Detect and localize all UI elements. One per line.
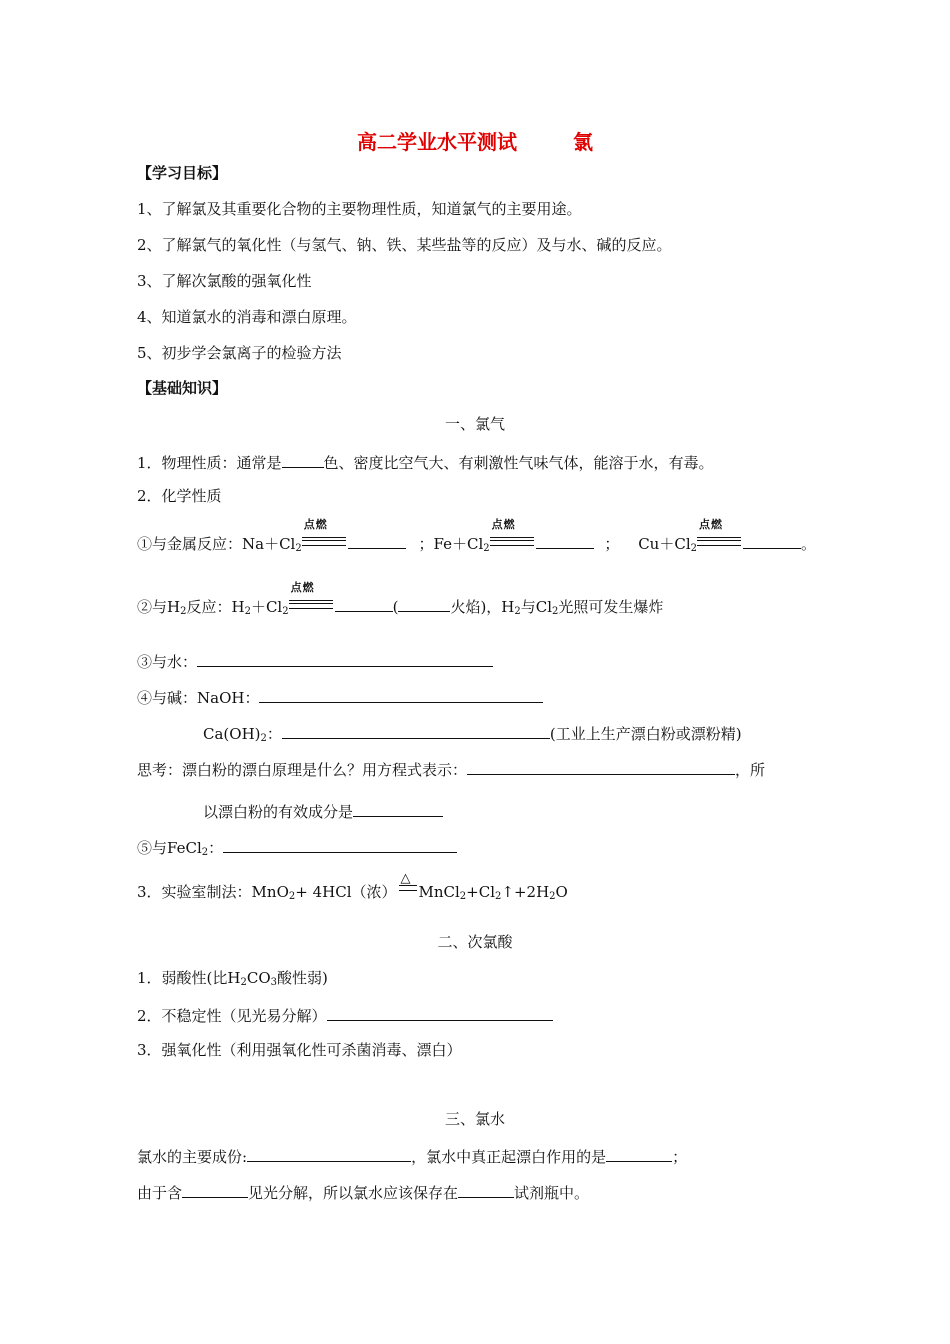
blank-color[interactable]: [282, 451, 324, 468]
chlorine-water-storage: 由于含 见光分解，所以氯水应该保存在 试剂瓶中。: [137, 1181, 589, 1203]
section-chlorine-water-heading: 三、氯水: [444, 1110, 505, 1128]
blank-naoh[interactable]: [259, 686, 543, 703]
objective-1: 1、了解氯及其重要化合物的主要物理性质，知道氯气的主要用途。: [137, 200, 582, 218]
blank-caoh[interactable]: [282, 722, 550, 739]
section-hclo-heading: 二、次氯酸: [437, 933, 513, 951]
heat-condition-icon: △: [397, 877, 419, 897]
blank-components[interactable]: [247, 1145, 411, 1162]
blank-bleach-principle[interactable]: [467, 758, 735, 775]
lab-preparation: 3．实验室制法：MnO$_2$+ 4HCl（浓） △ $MnCl_2+Cl_2↑+2H_2O$: [137, 871, 568, 902]
hydrogen-reaction: ②与$H_2$反应：$H_2+Cl_2$ 点燃 ( 火焰)，$H_2$与$Cl_2$光照可发生爆炸: [137, 581, 664, 617]
base-reaction: ④与碱：NaOH：: [137, 686, 543, 708]
blank-flame[interactable]: [398, 595, 450, 612]
blank-water[interactable]: [197, 650, 493, 667]
ignite-condition: 点燃: [302, 529, 348, 549]
blank-cu[interactable]: [743, 532, 801, 549]
chemical-properties: 2．化学性质: [137, 487, 222, 505]
metal-reactions: ①与金属反应：$Na+Cl_2$ 点燃 ；$Fe+Cl_2$ 点燃 ； $Cu+Cl_2$ 点燃 。: [137, 518, 817, 554]
fecl2-reaction: ⑤与FeCl$_2$：: [137, 836, 457, 863]
blank-unstable-substance[interactable]: [182, 1181, 248, 1198]
physical-properties: 1．物理性质：通常是 色、密度比空气大、有刺激性气味气体，能溶于水，有毒。: [137, 451, 714, 473]
section-chlorine-heading: 一、氯气: [444, 415, 505, 433]
hclo-unstable: 2．不稳定性（见光易分解）: [137, 1004, 553, 1026]
objectives-header: 【学习目标】: [137, 164, 228, 182]
ignite-condition: 点燃: [490, 529, 536, 549]
title-element: 氯: [573, 130, 593, 154]
blank-decomposition[interactable]: [327, 1004, 553, 1021]
objective-2: 2、了解氯气的氧化性（与氢气、钠、铁、某些盐等的反应）及与水、碱的反应。: [137, 236, 672, 254]
caoh-reaction: $Ca(OH)_2$： (工业上生产漂白粉或漂粉精): [203, 722, 742, 749]
blank-na[interactable]: [348, 532, 406, 549]
hclo-weak-acid: 1．弱酸性(比$H_2CO_3$酸性弱): [137, 969, 328, 988]
basics-header: 【基础知识】: [137, 379, 228, 397]
ignite-condition: 点燃: [289, 592, 335, 612]
water-reaction: ③与水：: [137, 650, 493, 672]
blank-bottle-type[interactable]: [458, 1181, 514, 1198]
ignite-condition: 点燃: [697, 529, 743, 549]
objective-3: 3、了解次氯酸的强氧化性: [137, 272, 312, 290]
chlorine-water-components: 氯水的主要成份: ，氯水中真正起漂白作用的是 ；: [137, 1145, 687, 1167]
objective-4: 4、知道氯水的消毒和漂白原理。: [137, 308, 357, 326]
title-main: 高二学业水平测试: [357, 130, 517, 154]
blank-fecl2[interactable]: [223, 836, 457, 853]
blank-bleaching-agent[interactable]: [606, 1145, 672, 1162]
blank-fe[interactable]: [536, 532, 594, 549]
objective-5: 5、初步学会氯离子的检验方法: [137, 344, 342, 362]
think-question-cont: 以漂白粉的有效成分是: [203, 800, 443, 822]
hclo-oxidizing: 3．强氧化性（利用强氧化性可杀菌消毒、漂白）: [137, 1041, 462, 1059]
page-title: [0, 126, 950, 155]
blank-h2-product[interactable]: [335, 595, 393, 612]
blank-active-ingredient[interactable]: [353, 800, 443, 817]
think-question: 思考：漂白粉的漂白原理是什么？用方程式表示： ，所: [137, 758, 765, 780]
